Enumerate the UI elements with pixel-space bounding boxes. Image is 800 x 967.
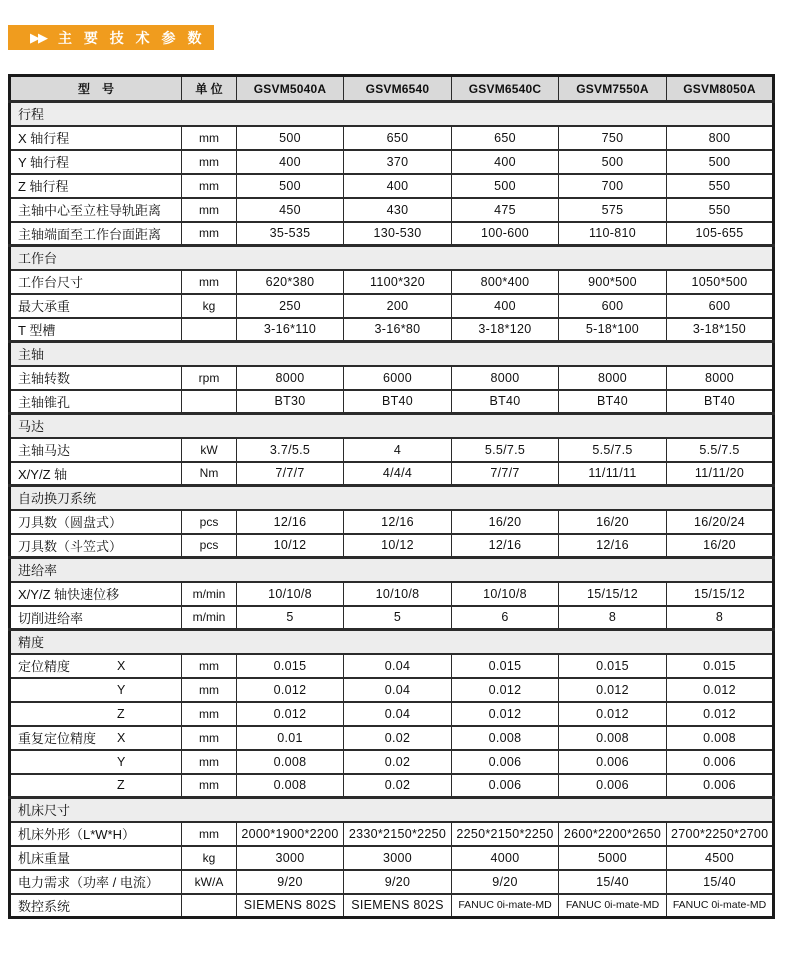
table-row <box>10 366 774 390</box>
row-label <box>10 318 182 342</box>
cell-value: 5.5/7.5 <box>667 438 774 462</box>
cell-value: 2600*2200*2650 <box>559 822 667 846</box>
row-unit: kg <box>182 294 237 318</box>
row-label-text: 机床重量 <box>18 851 71 866</box>
cell-value: 0.008 <box>452 726 559 750</box>
row-unit: m/min <box>182 582 237 606</box>
cell-value: FANUC 0i-mate-MD <box>452 894 559 918</box>
cell-value: 600 <box>559 294 667 318</box>
table-row <box>10 294 774 318</box>
cell-value: 5 <box>237 606 344 630</box>
row-label-text: X 轴行程 <box>18 131 70 146</box>
row-unit <box>182 894 237 918</box>
row-unit: Nm <box>182 462 237 486</box>
cell-value: 3.7/5.5 <box>237 438 344 462</box>
row-label-text: 重复定位精度 <box>18 731 97 746</box>
cell-value: 12/16 <box>559 534 667 558</box>
table-row <box>10 582 774 606</box>
cell-value: 16/20/24 <box>667 510 774 534</box>
cell-value: 9/20 <box>452 870 559 894</box>
cell-value: 8000 <box>667 366 774 390</box>
cell-value: 8000 <box>452 366 559 390</box>
table-row <box>10 750 774 774</box>
row-label <box>10 198 182 222</box>
row-label <box>10 126 182 150</box>
cell-value: 500 <box>237 174 344 198</box>
cell-value: 250 <box>237 294 344 318</box>
section-title: 工作台 <box>10 246 774 270</box>
cell-value: 15/15/12 <box>667 582 774 606</box>
cell-value: 16/20 <box>559 510 667 534</box>
row-unit: mm <box>182 126 237 150</box>
cell-value: SIEMENS 802S <box>344 894 452 918</box>
row-label <box>10 726 182 750</box>
cell-value: 700 <box>559 174 667 198</box>
row-unit <box>182 318 237 342</box>
section-row <box>10 102 774 126</box>
banner-title: 主 要 技 术 参 数 <box>58 29 206 46</box>
table-row <box>10 702 774 726</box>
row-label <box>10 390 182 414</box>
cell-value: 3-18*150 <box>667 318 774 342</box>
table-row <box>10 870 774 894</box>
cell-value: 0.008 <box>237 750 344 774</box>
cell-value: 550 <box>667 174 774 198</box>
cell-value: 0.012 <box>559 678 667 702</box>
cell-value: 10/12 <box>237 534 344 558</box>
row-label-text: 主轴端面至工作台面距离 <box>18 226 162 242</box>
table-row <box>10 462 774 486</box>
cell-value: 35-535 <box>237 222 344 246</box>
table-row <box>10 150 774 174</box>
row-label <box>10 870 182 894</box>
row-label <box>10 366 182 390</box>
table-row <box>10 318 774 342</box>
table-row <box>10 126 774 150</box>
cell-value: 7/7/7 <box>452 462 559 486</box>
row-label <box>10 654 182 678</box>
row-unit <box>182 390 237 414</box>
cell-value: 400 <box>237 150 344 174</box>
row-unit: mm <box>182 774 237 798</box>
table-row <box>10 222 774 246</box>
cell-value: 4/4/4 <box>344 462 452 486</box>
cell-value: 0.006 <box>559 750 667 774</box>
row-label <box>10 750 182 774</box>
cell-value: 3-16*110 <box>237 318 344 342</box>
row-label <box>10 222 182 246</box>
row-label <box>10 294 182 318</box>
section-title: 自动换刀系统 <box>10 486 774 510</box>
row-label <box>10 438 182 462</box>
section-row <box>10 486 774 510</box>
cell-value: 15/40 <box>559 870 667 894</box>
row-label-text: 定位精度 <box>18 659 71 674</box>
cell-value: 475 <box>452 198 559 222</box>
cell-value: 6000 <box>344 366 452 390</box>
cell-value: 5.5/7.5 <box>452 438 559 462</box>
row-unit: mm <box>182 726 237 750</box>
cell-value: 7/7/7 <box>237 462 344 486</box>
cell-value: 800 <box>667 126 774 150</box>
table-row <box>10 438 774 462</box>
axis-letter: Y <box>117 682 126 697</box>
table-row <box>10 774 774 798</box>
section-title: 主轴 <box>10 342 774 366</box>
cell-value: 2000*1900*2200 <box>237 822 344 846</box>
cell-value: 0.02 <box>344 726 452 750</box>
row-unit: pcs <box>182 534 237 558</box>
cell-value: 0.006 <box>452 750 559 774</box>
row-label <box>10 702 182 726</box>
cell-value: 100-600 <box>452 222 559 246</box>
cell-value: 0.006 <box>452 774 559 798</box>
cell-value: 575 <box>559 198 667 222</box>
cell-value: 430 <box>344 198 452 222</box>
row-label <box>10 774 182 798</box>
cell-value: 400 <box>452 294 559 318</box>
row-label <box>10 534 182 558</box>
model-header-gsvm8050a: GSVM8050A <box>667 76 774 102</box>
row-unit: kW <box>182 438 237 462</box>
row-label-text: 电力需求（功率 / 电流） <box>18 875 159 890</box>
cell-value: 1050*500 <box>667 270 774 294</box>
cell-value: BT40 <box>667 390 774 414</box>
row-unit: mm <box>182 174 237 198</box>
cell-value: 16/20 <box>667 534 774 558</box>
cell-value: 12/16 <box>344 510 452 534</box>
cell-value: 4000 <box>452 846 559 870</box>
cell-value: 0.012 <box>667 678 774 702</box>
cell-value: 11/11/11 <box>559 462 667 486</box>
row-label-text: 主轴中心至立柱导轨距离 <box>18 203 162 218</box>
double-arrow-icon: ▶▶ <box>30 30 46 45</box>
row-label-text: 数控系统 <box>18 898 71 914</box>
cell-value: 1100*320 <box>344 270 452 294</box>
cell-value: 0.015 <box>667 654 774 678</box>
cell-value: 10/10/8 <box>344 582 452 606</box>
cell-value: 105-655 <box>667 222 774 246</box>
cell-value: 16/20 <box>452 510 559 534</box>
cell-value: 9/20 <box>237 870 344 894</box>
row-unit: mm <box>182 198 237 222</box>
cell-value: 650 <box>452 126 559 150</box>
row-label <box>10 678 182 702</box>
cell-value: 8 <box>667 606 774 630</box>
cell-value: 5.5/7.5 <box>559 438 667 462</box>
cell-value: 500 <box>452 174 559 198</box>
cell-value: 2250*2150*2250 <box>452 822 559 846</box>
row-label-text: 刀具数（斗笠式） <box>18 538 123 554</box>
table-row <box>10 174 774 198</box>
cell-value: 600 <box>667 294 774 318</box>
row-label-text: Y 轴行程 <box>18 155 70 170</box>
cell-value: BT30 <box>237 390 344 414</box>
cell-value: 0.012 <box>237 702 344 726</box>
cell-value: 0.04 <box>344 702 452 726</box>
row-unit: mm <box>182 822 237 846</box>
row-unit: mm <box>182 222 237 246</box>
cell-value: 0.02 <box>344 750 452 774</box>
model-header-gsvm6540c: GSVM6540C <box>452 76 559 102</box>
model-header-gsvm6540: GSVM6540 <box>344 76 452 102</box>
row-unit: m/min <box>182 606 237 630</box>
cell-value: 0.006 <box>667 774 774 798</box>
cell-value: 0.008 <box>667 726 774 750</box>
cell-value: 10/10/8 <box>452 582 559 606</box>
cell-value: 200 <box>344 294 452 318</box>
section-row <box>10 798 774 822</box>
row-unit: mm <box>182 270 237 294</box>
row-label-text: 主轴马达 <box>18 443 71 458</box>
cell-value: 15/15/12 <box>559 582 667 606</box>
cell-value: 500 <box>667 150 774 174</box>
section-row <box>10 342 774 366</box>
row-unit: kg <box>182 846 237 870</box>
table-row <box>10 894 774 918</box>
table-row <box>10 726 774 750</box>
axis-letter: X <box>117 658 126 673</box>
table-row <box>10 534 774 558</box>
cell-value: 400 <box>344 174 452 198</box>
row-label <box>10 606 182 630</box>
row-label <box>10 846 182 870</box>
cell-value: 0.012 <box>237 678 344 702</box>
row-label-text: Z 轴行程 <box>18 179 69 194</box>
cell-value: 130-530 <box>344 222 452 246</box>
cell-value: 6 <box>452 606 559 630</box>
cell-value: 0.012 <box>559 702 667 726</box>
row-label-text: X/Y/Z 轴 <box>18 466 68 482</box>
cell-value: BT40 <box>559 390 667 414</box>
table-row <box>10 846 774 870</box>
row-label-text: 刀具数（圆盘式） <box>18 515 123 530</box>
cell-value: 12/16 <box>237 510 344 534</box>
cell-value: 3-18*120 <box>452 318 559 342</box>
row-unit: mm <box>182 678 237 702</box>
cell-value: 5-18*100 <box>559 318 667 342</box>
cell-value: 0.01 <box>237 726 344 750</box>
cell-value: BT40 <box>452 390 559 414</box>
table-row <box>10 606 774 630</box>
table-header-row <box>10 76 774 102</box>
section-row <box>10 630 774 654</box>
cell-value: BT40 <box>344 390 452 414</box>
row-label-text: 机床外形（L*W*H） <box>18 827 136 842</box>
section-banner <box>8 25 214 50</box>
row-label <box>10 174 182 198</box>
cell-value: 0.012 <box>452 678 559 702</box>
axis-letter: Y <box>117 754 126 769</box>
cell-value: 0.008 <box>237 774 344 798</box>
cell-value: 2700*2250*2700 <box>667 822 774 846</box>
row-unit: mm <box>182 150 237 174</box>
section-title: 进给率 <box>10 558 774 582</box>
cell-value: 500 <box>237 126 344 150</box>
section-row <box>10 246 774 270</box>
cell-value: 4500 <box>667 846 774 870</box>
section-title: 马达 <box>10 414 774 438</box>
row-label <box>10 582 182 606</box>
row-label-text: X/Y/Z 轴快速位移 <box>18 587 120 602</box>
table-row <box>10 270 774 294</box>
table-row <box>10 390 774 414</box>
cell-value: 0.015 <box>559 654 667 678</box>
cell-value: FANUC 0i-mate-MD <box>559 894 667 918</box>
row-label-text: 工作台尺寸 <box>18 275 84 290</box>
section-title: 机床尺寸 <box>10 798 774 822</box>
row-unit: mm <box>182 702 237 726</box>
cell-value: 0.006 <box>559 774 667 798</box>
cell-value: 11/11/20 <box>667 462 774 486</box>
spec-table <box>8 74 775 919</box>
cell-value: 650 <box>344 126 452 150</box>
table-row <box>10 198 774 222</box>
cell-value: 8000 <box>237 366 344 390</box>
cell-value: 0.04 <box>344 678 452 702</box>
cell-value: 8 <box>559 606 667 630</box>
cell-value: 10/12 <box>344 534 452 558</box>
cell-value: 900*500 <box>559 270 667 294</box>
row-label-text: 切削进给率 <box>18 610 84 626</box>
cell-value: 0.04 <box>344 654 452 678</box>
model-header-gsvm7550a: GSVM7550A <box>559 76 667 102</box>
row-label-text: 主轴转数 <box>18 371 71 386</box>
row-unit: kW/A <box>182 870 237 894</box>
cell-value: 0.015 <box>237 654 344 678</box>
section-title: 精度 <box>10 630 774 654</box>
cell-value: SIEMENS 802S <box>237 894 344 918</box>
model-header-gsvm5040a: GSVM5040A <box>237 76 344 102</box>
cell-value: 0.02 <box>344 774 452 798</box>
row-label <box>10 150 182 174</box>
row-unit: pcs <box>182 510 237 534</box>
axis-letter: Z <box>117 706 125 721</box>
section-row <box>10 558 774 582</box>
row-unit: rpm <box>182 366 237 390</box>
cell-value: 9/20 <box>344 870 452 894</box>
unit-column-header: 单 位 <box>182 76 237 102</box>
row-unit: mm <box>182 750 237 774</box>
cell-value: 110-810 <box>559 222 667 246</box>
row-label-text: T 型槽 <box>18 322 56 338</box>
cell-value: 750 <box>559 126 667 150</box>
cell-value: 2330*2150*2250 <box>344 822 452 846</box>
cell-value: 0.008 <box>559 726 667 750</box>
row-label <box>10 510 182 534</box>
cell-value: 0.012 <box>452 702 559 726</box>
cell-value: 400 <box>452 150 559 174</box>
cell-value: 550 <box>667 198 774 222</box>
table-row <box>10 654 774 678</box>
cell-value: 8000 <box>559 366 667 390</box>
axis-letter: Z <box>117 778 125 793</box>
cell-value: 12/16 <box>452 534 559 558</box>
cell-value: 620*380 <box>237 270 344 294</box>
cell-value: 800*400 <box>452 270 559 294</box>
cell-value: 450 <box>237 198 344 222</box>
row-label-text: 最大承重 <box>18 299 71 314</box>
table-row <box>10 510 774 534</box>
cell-value: 4 <box>344 438 452 462</box>
cell-value: 3000 <box>237 846 344 870</box>
cell-value: FANUC 0i-mate-MD <box>667 894 774 918</box>
cell-value: 0.006 <box>667 750 774 774</box>
row-unit: mm <box>182 654 237 678</box>
axis-letter: X <box>117 730 126 745</box>
row-label-text: 主轴锥孔 <box>18 394 71 410</box>
cell-value: 5000 <box>559 846 667 870</box>
table-row <box>10 678 774 702</box>
cell-value: 10/10/8 <box>237 582 344 606</box>
table-row <box>10 822 774 846</box>
row-label <box>10 270 182 294</box>
cell-value: 3-16*80 <box>344 318 452 342</box>
cell-value: 5 <box>344 606 452 630</box>
cell-value: 0.015 <box>452 654 559 678</box>
cell-value: 3000 <box>344 846 452 870</box>
row-label <box>10 462 182 486</box>
cell-value: 15/40 <box>667 870 774 894</box>
cell-value: 0.012 <box>667 702 774 726</box>
cell-value: 500 <box>559 150 667 174</box>
row-label <box>10 822 182 846</box>
row-label <box>10 894 182 918</box>
section-row <box>10 414 774 438</box>
model-column-header: 型 号 <box>10 76 182 102</box>
section-title: 行程 <box>10 102 774 126</box>
cell-value: 370 <box>344 150 452 174</box>
